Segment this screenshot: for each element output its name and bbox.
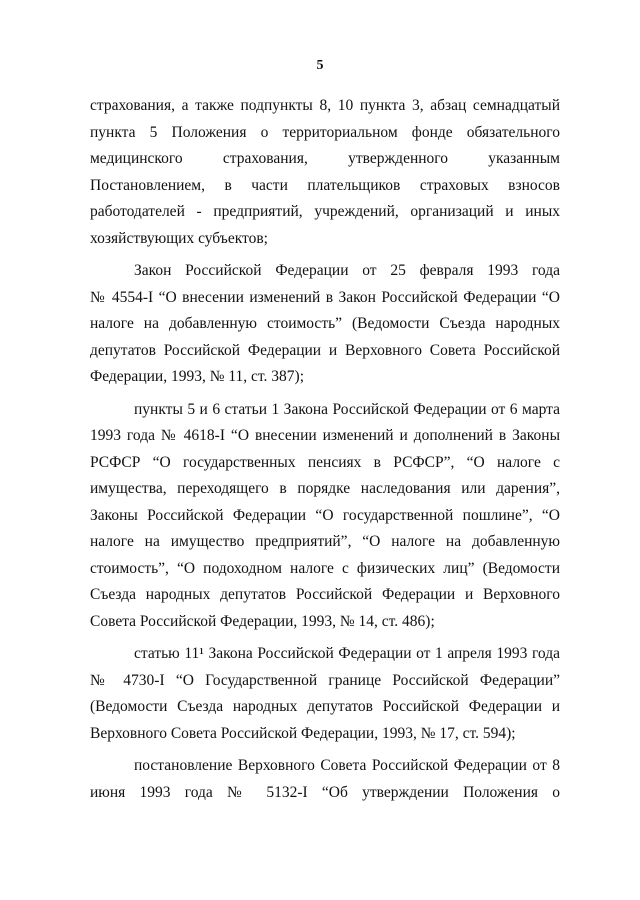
text-line: медицинского страхования, утвержденного указанным xyxy=(90,150,560,167)
text-line: страхования, а также подпункты 8, 10 пункта 3, абзац семнадцатый xyxy=(90,97,560,114)
text-line: статью 11¹ Закона Российской Федерации от 1 апреля 1993 года xyxy=(134,645,560,662)
text-line: стоимость”, “О подоходном налоге с физических лиц” (Ведомости xyxy=(90,559,560,577)
text-line: имущества, переходящего в порядке наследования или дарения”, xyxy=(90,480,560,497)
paragraph xyxy=(90,641,560,747)
text-line: пункты 5 и 6 статьи 1 Закона Российской Федерации от 6 марта xyxy=(134,400,560,418)
text-line: депутатов Российской Федерации и Верховного Совета Российской xyxy=(90,341,560,359)
text-line: пункта 5 Положения о территориальном фонде обязательного xyxy=(90,123,560,141)
text-line: Съезда народных депутатов Российской Федерации и Верховного xyxy=(90,586,560,603)
text-line: РСФСР “О государственных пенсиях в РСФСР”, “О налоге с xyxy=(90,453,560,471)
paragraph xyxy=(90,397,560,636)
text-line: № 4730-I “О Государственной границе Российской Федерации” xyxy=(90,671,560,689)
text-line: Постановлением, в части плательщиков страховых взносов xyxy=(90,176,560,194)
document-body xyxy=(90,93,560,806)
text-line: июня 1993 года № 5132-I “Об утверждении Положения о xyxy=(90,783,560,801)
text-line: постановление Верховного Совета Российской Федерации от 8 xyxy=(134,757,560,774)
text-line: № 4554-I “О внесении изменений в Закон Российской Федерации “О xyxy=(90,288,560,306)
text-line: хозяйствующих субъектов; xyxy=(90,229,268,247)
text-line: Закон Российской Федерации от 25 февраля 1993 года xyxy=(134,262,560,279)
text-line: работодателей - предприятий, учреждений, организаций и иных xyxy=(90,203,560,220)
text-line: 1993 года № 4618-I “О внесении изменений и дополнений в Законы xyxy=(90,427,560,444)
page-number: 5 xyxy=(316,58,324,73)
paragraph xyxy=(90,93,560,252)
paragraph xyxy=(90,753,560,806)
paragraph xyxy=(90,258,560,391)
text-line: Законы Российской Федерации “О государственной пошлине”, “О xyxy=(90,506,560,524)
text-line: налоге на имущество предприятий”, “О налоге на добавленную xyxy=(90,533,560,550)
text-line: Верховного Совета Российской Федерации, 1993, № 17, ст. 594); xyxy=(90,724,516,742)
text-line: (Ведомости Съезда народных депутатов Российской Федерации и xyxy=(90,698,560,715)
text-line: налоге на добавленную стоимость” (Ведомости Съезда народных xyxy=(90,315,560,332)
text-line: Федерации, 1993, № 11, ст. 387); xyxy=(90,368,304,385)
text-line: Совета Российской Федерации, 1993, № 14, ст. 486); xyxy=(90,612,435,630)
